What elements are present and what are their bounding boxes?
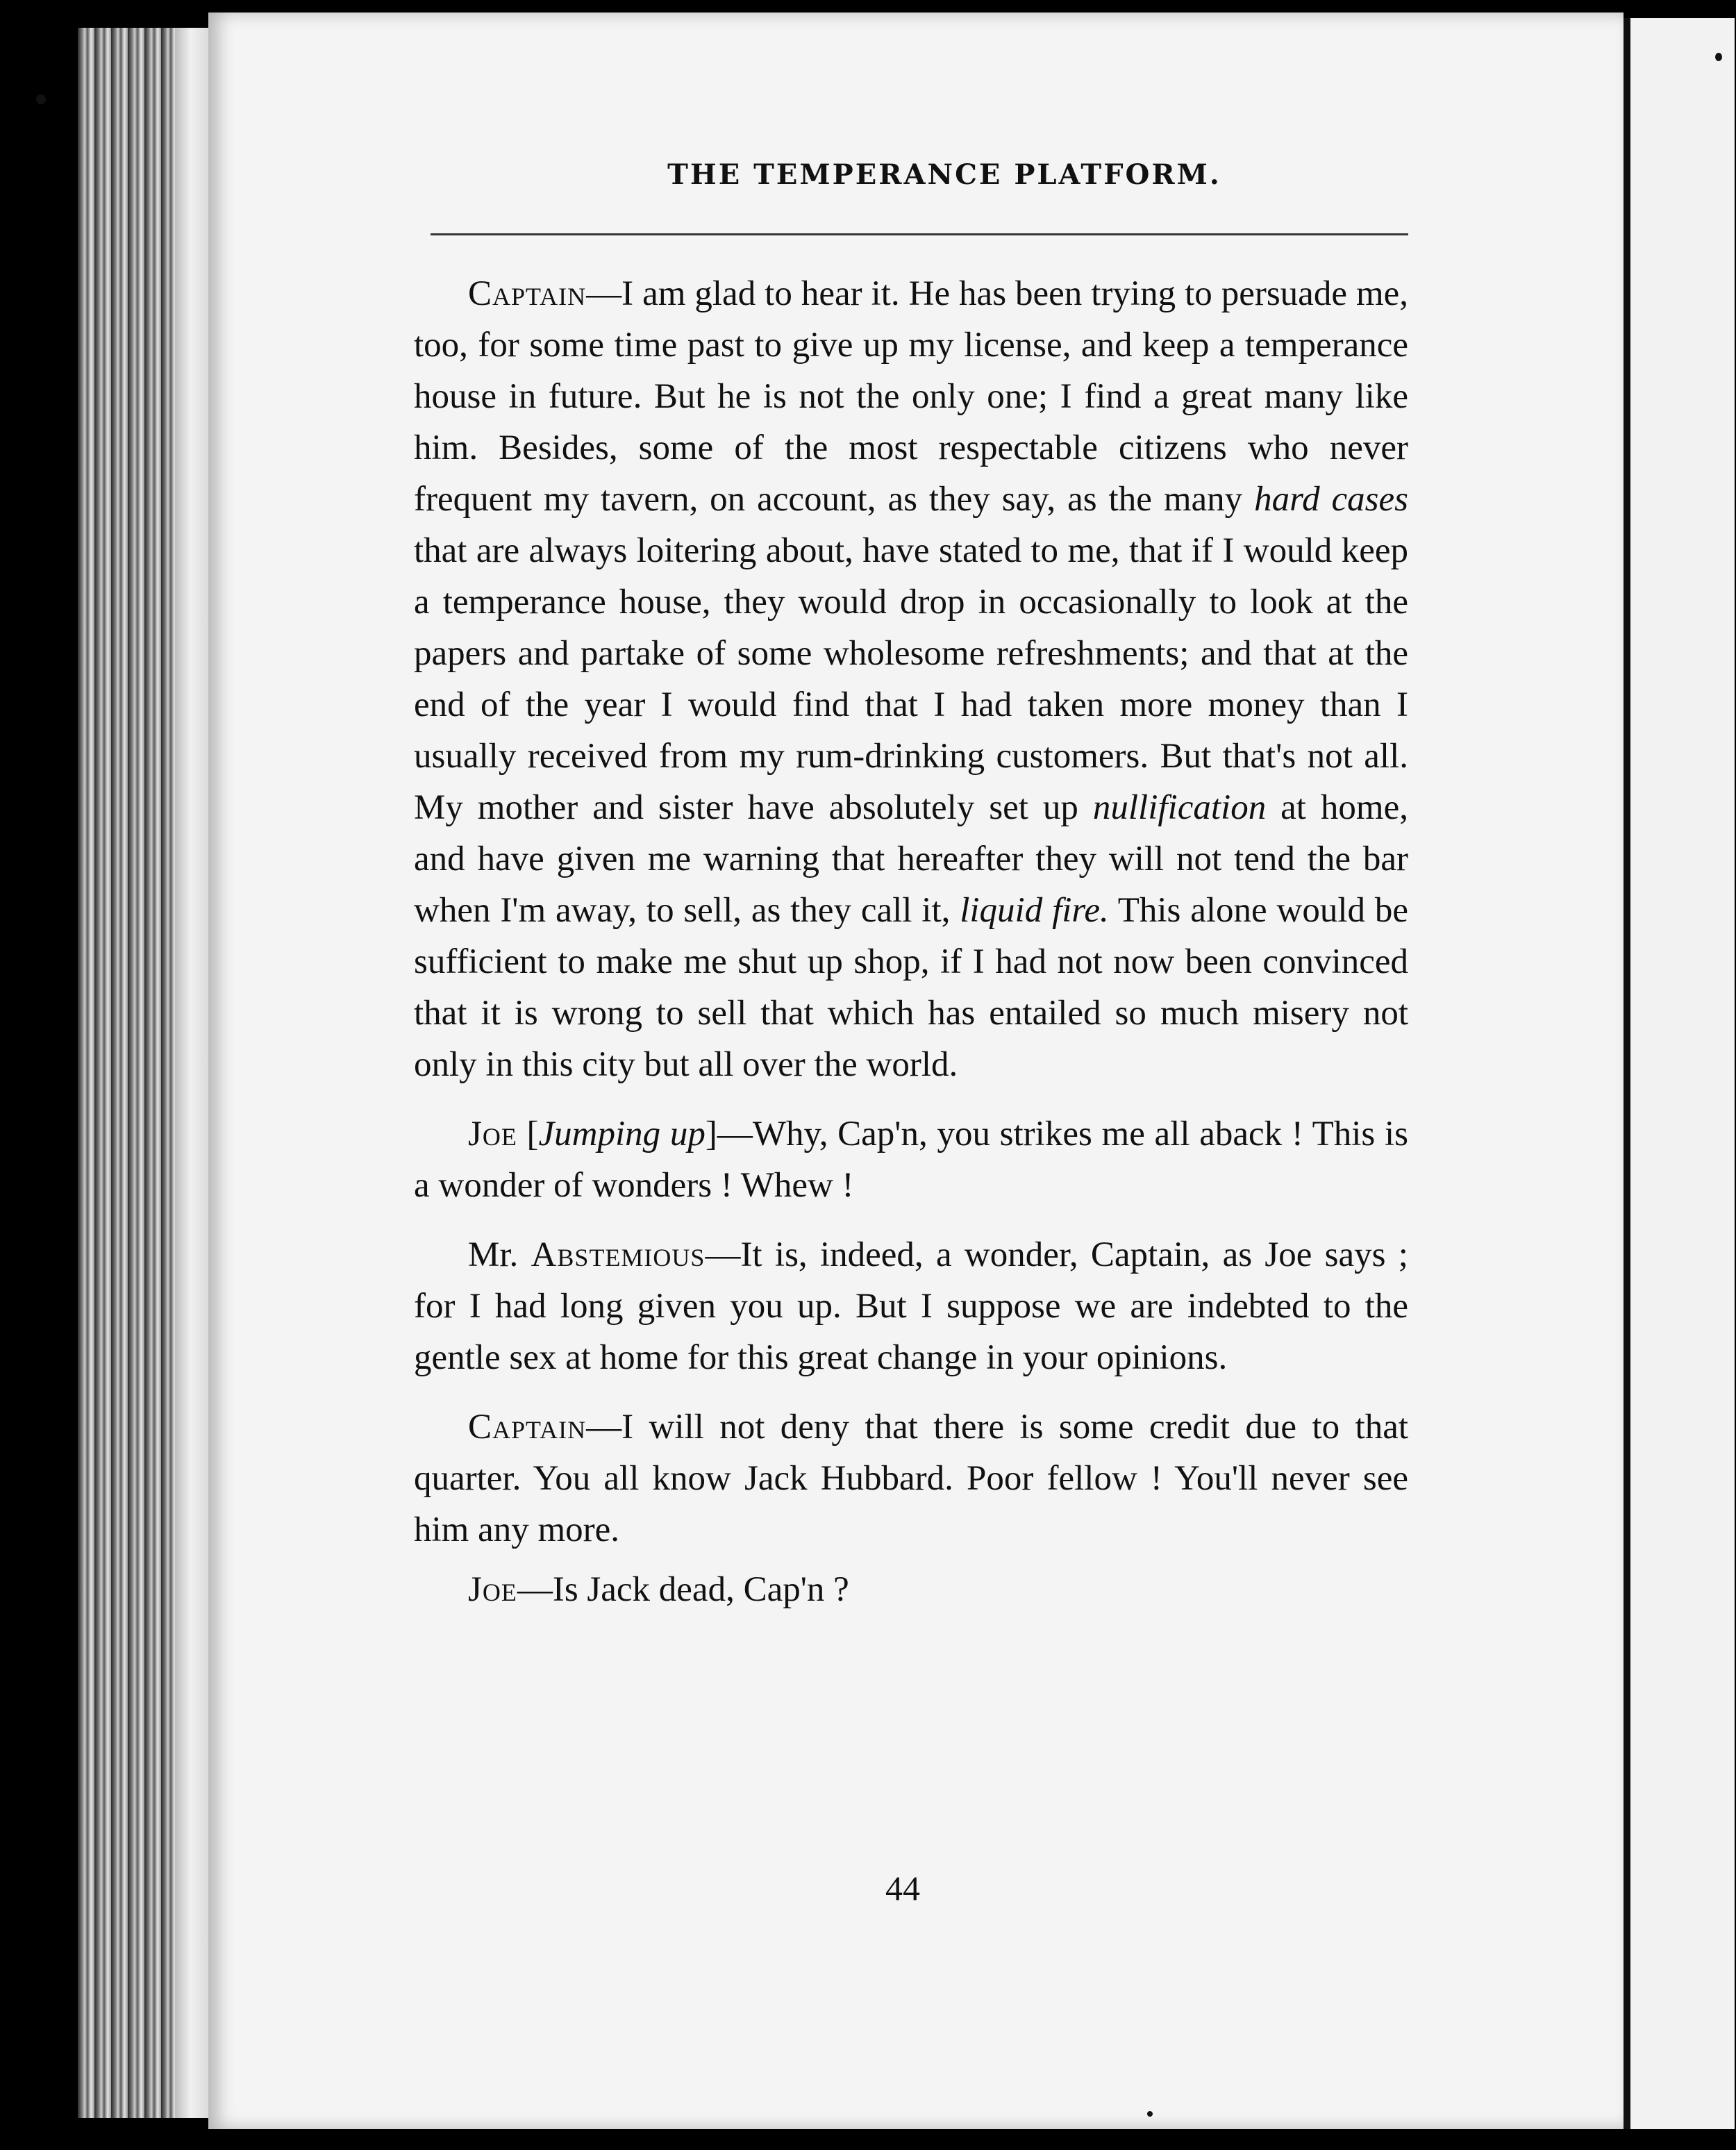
speaker-name: Captain (468, 274, 587, 313)
speaker-name: Abstemious (531, 1235, 706, 1274)
speech-text: at home, and have given me warning that hereafter they will not tend the bar when I'm away, to sell, as they call it, (414, 788, 1408, 930)
speaker-name: Joe (468, 1115, 517, 1153)
bracket-close: ] (705, 1115, 717, 1153)
paragraph-captain-2 (414, 1401, 1408, 1556)
paragraph-joe-1 (414, 1108, 1408, 1211)
speaker-name: Joe (468, 1570, 517, 1609)
dash: — (517, 1570, 553, 1609)
scan-speck (36, 94, 46, 104)
speech-text: This alone would be sufficient to make me shut up shop, if I had not now been convinced that it is wrong to sell that which has entailed so much misery not only in this city but all over the world. (414, 891, 1408, 1084)
dash: — (717, 1115, 753, 1153)
speech-text: I am glad to hear it. He has been trying to persuade me, too, for some time past to give up my license, and keep a temperance house in future. But he is not the only one; I find a great many like him. Besides, some of the most respectable citizens who never frequent my tavern, on account, as they say, as the many (414, 274, 1408, 519)
speech-text: Is Jack dead, Cap'n ? (552, 1570, 849, 1609)
italic-phrase: nullification (1092, 788, 1267, 827)
running-head: THE TEMPERANCE PLATFORM. (667, 158, 1221, 191)
page-edge-stack (78, 28, 214, 2118)
italic-phrase: hard cases (1254, 480, 1409, 519)
dash: — (586, 274, 622, 313)
paragraph-joe-2 (414, 1564, 1408, 1615)
speaker-name: Captain (468, 1408, 587, 1447)
speech-text: Why, Cap'n, you strikes me all aback ! This is a wonder of wonders ! Whew ! (414, 1115, 1408, 1205)
dash: — (586, 1408, 622, 1447)
speech-text: I will not deny that there is some credit due to that quarter. You all know Jack Hubbard. Poor fellow ! You'll never see him any more. (414, 1408, 1408, 1549)
page-number: 44 (885, 1869, 920, 1908)
dash: — (705, 1235, 741, 1274)
scan-speck (1715, 53, 1722, 61)
bracket-open: [ (517, 1115, 539, 1153)
facing-page-edge (1624, 18, 1735, 2129)
speech-text: that are always loitering about, have stated to me, that if I would keep a temperance house, they would drop in occasionally to look at the papers and partake of some wholesome refreshments; and that at the end of the year I would find that I had taken more money than I usually received from my rum-drinking customers. But that's not all. My mother and sister have absolutely set up (414, 531, 1408, 827)
scan-speck (1147, 2111, 1153, 2117)
paragraph-abstemious (414, 1229, 1408, 1383)
speech-text: It is, indeed, a wonder, Captain, as Joe says ; for I had long given you up. But I suppose we are indebted to the gentle sex at home for this great change in your opinions. (414, 1235, 1408, 1377)
page-body (414, 268, 1408, 1633)
paragraph-captain-1 (414, 268, 1408, 1090)
italic-phrase: liquid fire. (960, 891, 1109, 930)
header-rule (431, 233, 1408, 235)
stage-direction: Jumping up (538, 1115, 706, 1153)
speaker-title: Mr. (468, 1235, 531, 1274)
